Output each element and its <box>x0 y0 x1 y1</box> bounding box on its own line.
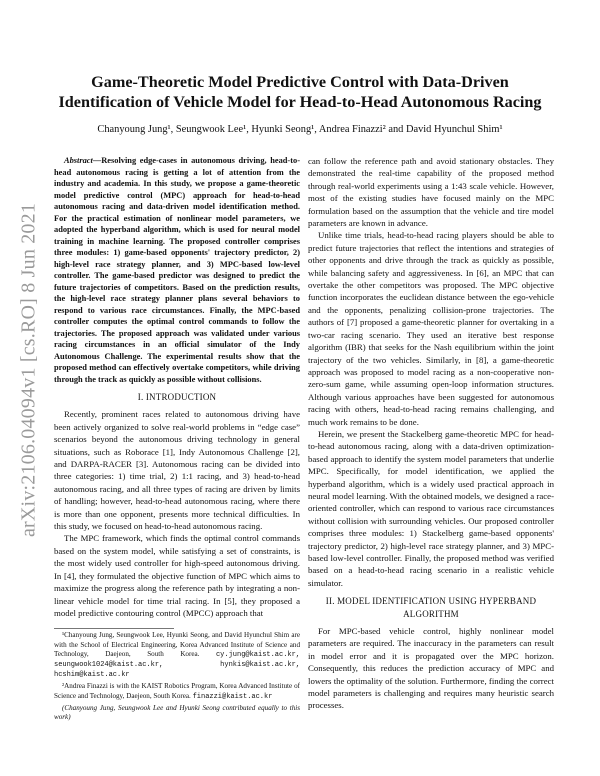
title-line-1: Game-Theoretic Model Predictive Control with Data-Driven <box>91 73 509 91</box>
left-column <box>54 155 300 722</box>
section-heading-introduction: I. INTRODUCTION <box>137 392 217 402</box>
section2-paragraph-1: For MPC-based vehicle control, highly nonlinear model parameters are required. The inaccuracy in the parameters can result in model error and it is propagated over the MPC horizon. Consequently, this reduces the prediction accuracy of MPC and lowers the optimality of the solution. Furthermore, finding the correct model parameters is challenging and requires many heuristic search processes. <box>308 626 554 711</box>
intro-paragraph-4: Herein, we present the Stackelberg game-theoretic MPC for head-to-head autonomous racing, along with a data-driven optimization-based approach to identify the system model parameters that underlie MPC. Specifically, for model identification, we applied the hyperband algorithm, which is a widely used practical approach in neural model learning. With the obtained models, we designed a race-oriented controller, which can respond to various race circumstances without collision with surrounding vehicles. Our proposed controller comprises three modules: 1) Stackelberg game-based opponents' trajectory predictor, 2) high-level race strategy planner, and 3) MPC-based low-level controller. Finally, the proposed method was verified based on a head-to-head racing scenario in a realistic vehicle simulator. <box>308 428 554 588</box>
title-line-2: Identification of Vehicle Model for Head-to-Head Autonomous Racing <box>58 93 542 111</box>
footnote-2-email: finazzi@kaist.ac.kr <box>192 692 273 701</box>
footnote-1 <box>54 631 300 680</box>
footnote-2 <box>54 682 300 701</box>
footnote-1-emails: cy.jung@kaist.ac.kr, seungwook1024@kaist.ac.kr, hynkis@kaist.ac.kr, hcshim@kaist.ac.kr <box>54 650 300 680</box>
intro-paragraph-2: The MPC framework, which finds the optimal control commands based on the system model, while satisfying a set of constraints, is the most widely used controller for high-speed autonomous driving. In [4], they formulated the objective function of MPC which aims to maximize the progress along the reference path by integrating a non-linear vehicle model for time trial racing. In [5], they proposed a model predictive contouring control (MPCC) approach that <box>54 533 300 618</box>
footnote-divider <box>54 628 174 629</box>
intro-paragraph-continued: can follow the reference path and avoid stationary obstacles. They demonstrated the real-time capability of the proposed method through real-world experiments using a 1:43 scale vehicle. However, most of the existing studies have focused mainly on the MPC formulation based on the assumption that the vehicle and tire model parameters are known in advance. <box>308 156 554 229</box>
right-column <box>308 155 554 712</box>
paper-title <box>40 72 560 112</box>
intro-paragraph-3: Unlike time trials, head-to-head racing players should be able to predict future trajectories that reflect the intentions and strategies of other opponents and drive through the track as quickly as possible, while balancing safety and aggressiveness. In [6], an MPC that can overtake the other competitors was proposed. The MPC objective function incorporates the euclidean distance between the ego-vehicle and the opponents, penalizing collision-prone trajectories. The authors of [7] proposed a game-theoretic planner for overtaking in a two-car racing scenario. They used an iterative best response algorithm (IBR) that seeks for the Nash equilibrium within the joint trajectory of the two vehicles. Similarly, in [8], a game-theoretic approach was proposed to model racing as a non-cooperative non-zero-sum game, while assuming open-loop information structures. Although various approaches have been suggested for autonomous racing with others, head-to-head racing remains challenging, and much work remains to be done. <box>308 230 554 427</box>
intro-paragraph-1: Recently, prominent races related to autonomous driving have been actively organized to solve real-world problems in “edge case” scenarios beyond the autonomous driving technology in general situations, such as Roborace [1], Indy Autonomous Challenge [2], and DARPA-RACER [3]. Autonomous racing can be divided into three categories: 1) time trial, 2) 1:1 racing, and 3) head-to-head autonomous racing, and all three types of racing are driven by limits of handling; however, head-to-head autonomous racing, where there is more than one opponent, presents more technical difficulties. In this study, we focused on head-to-head autonomous racing. <box>54 409 300 532</box>
footnote-3: (Chanyoung Jung, Seungwook Lee and Hyunki Seong contributed equally to this work) <box>54 703 300 721</box>
section-heading-model-identification: II. MODEL IDENTIFICATION USING HYPERBAND ALGORITHM <box>325 596 537 619</box>
footnote-2-text: ²Andrea Finazzi is with the KAIST Robotics Program, Korea Advanced Institute of Science and Technology, Daejeon, South Korea. <box>54 682 300 700</box>
footnote-1-text: ¹Chanyoung Jung, Seungwook Lee, Hyunki Seong, and David Hyunchul Shim are with the School of Electrical Engineering, Korea Advanced Institute of Science and Technology, Daejeon, South Korea. <box>54 631 300 658</box>
arxiv-stamp-text: arXiv:2106.04094v1 [cs.RO] 8 Jun 2021 <box>17 202 40 538</box>
abstract-text: Resolving edge-cases in autonomous driving, head-to-head autonomous racing is getting a lot of attention from the industry and academia. In this study, we propose a game-theoretic model predictive control (MPC) approach for head-to-head autonomous racing and data-driven model identification method. For the practical estimation of nonlinear model parameters, we adopted the hyperband algorithm, which is used for neural model training in machine learning. The proposed controller comprises three modules: 1) game-based opponents' trajectory predictor, 2) high-level race strategy planner, and 3) MPC-based low-level controller. The game-based predictor was designed to predict the future trajectories of competitors. Based on the prediction results, the high-level race strategy planner plans several behaviors to respond to various race circumstances. Finally, the MPC-based controller computes the optimal control commands to follow the trajectories. The proposed approach was validated under various racing circumstances in an official simulator of the Indy Autonomous Challenge. The experimental results show that the proposed method can effectively overtake competitors, while driving through the track as quickly as possible without collisions. <box>54 156 300 384</box>
abstract-label: Abstract— <box>64 156 102 165</box>
arxiv-stamp <box>10 170 48 570</box>
author-list: Chanyoung Jung¹, Seungwook Lee¹, Hyunki Seong¹, Andrea Finazzi² and David Hyunchul Shim¹ <box>97 124 503 135</box>
abstract <box>54 155 300 385</box>
